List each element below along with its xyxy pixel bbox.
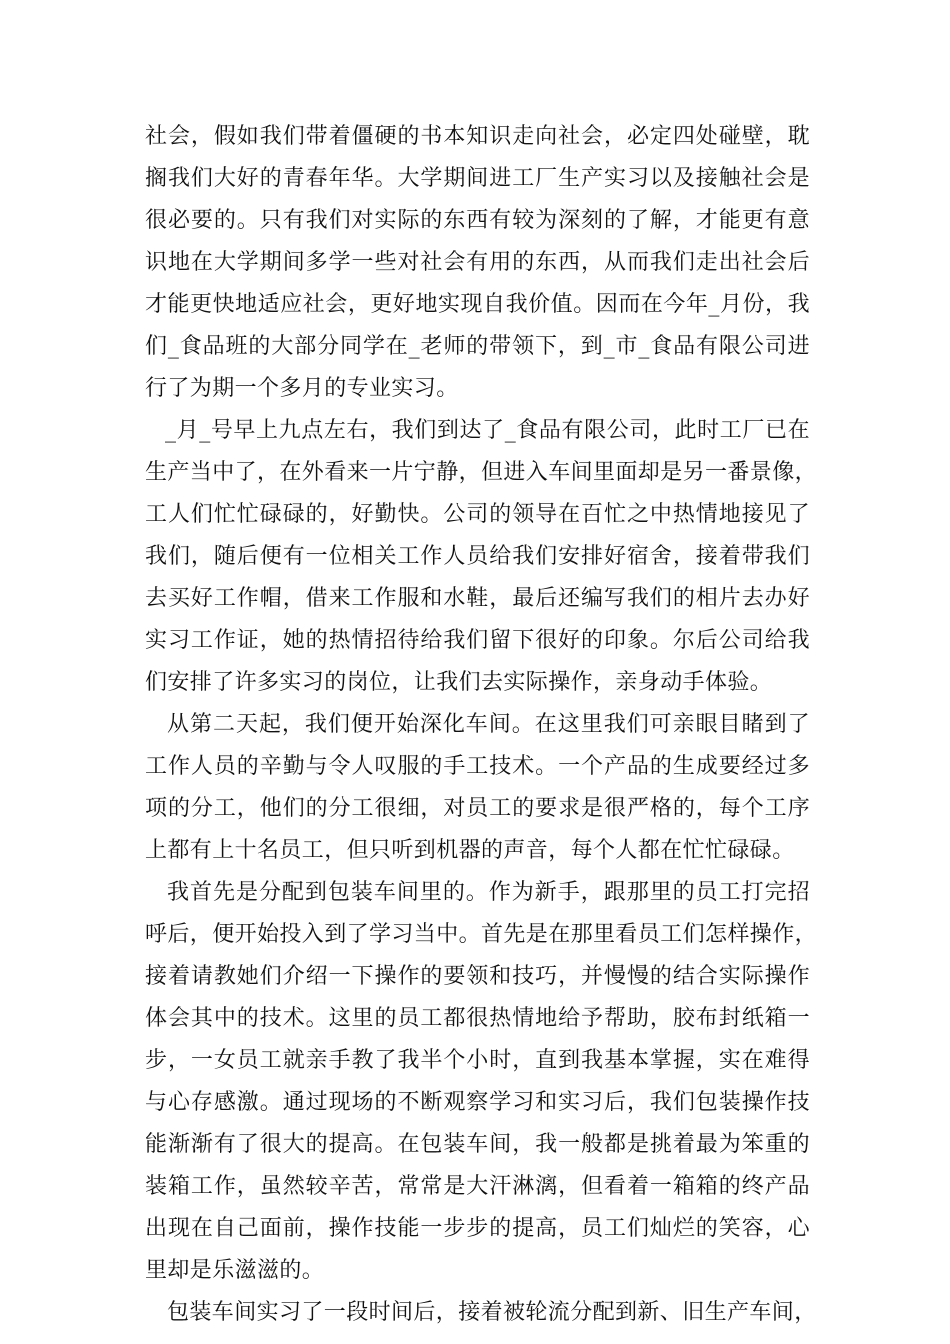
text-line: 包装车间实习了一段时间后，接着被轮流分配到新、旧生产车间， — [167, 1300, 817, 1325]
text-line: 项的分工，他们的分工很细，对员工的要求是很严格的，每个工序 — [145, 796, 810, 821]
text-line: 里却是乐滋滋的。 — [145, 1258, 325, 1283]
text-line: 呼后，便开始投入到了学习当中。首先是在那里看员工们怎样操作， — [145, 922, 818, 947]
text-line: 工作人员的辛勤与令人叹服的手工技术。一个产品的生成要经过多 — [145, 754, 810, 779]
text-line: 能渐渐有了很大的提高。在包装车间，我一般都是挑着最为笨重的 — [145, 1132, 810, 1157]
text-line: 我们，随后便有一位相关工作人员给我们安排好宿舍，接着带我们 — [145, 544, 810, 569]
text-line: 步，一女员工就亲手教了我半个小时，直到我基本掌握，实在难得 — [145, 1048, 810, 1073]
text-line: 上都有上十名员工，但只听到机器的声音，每个人都在忙忙碌碌。 — [145, 838, 795, 863]
text-line: 行了为期一个多月的专业实习。 — [145, 376, 459, 401]
text-line: 识地在大学期间多学一些对社会有用的东西，从而我们走出社会后 — [145, 250, 810, 275]
text-line: 接着请教她们介绍一下操作的要领和技巧，并慢慢的结合实际操作 — [145, 964, 810, 989]
text-line: 体会其中的技术。这里的员工都很热情地给予帮助，胶布封纸箱一 — [145, 1006, 810, 1031]
text-line: 社会，假如我们带着僵硬的书本知识走向社会，必定四处碰壁，耽 — [145, 124, 810, 149]
text-line: 装箱工作，虽然较辛苦，常常是大汗淋漓，但看着一箱箱的终产品 — [145, 1174, 810, 1199]
text-line: 们安排了许多实习的岗位，让我们去实际操作，亲身动手体验。 — [145, 670, 773, 695]
paragraph-3 — [145, 704, 810, 872]
text-line: 从第二天起，我们便开始深化车间。在这里我们可亲眼目睹到了 — [167, 712, 810, 737]
text-line: 很必要的。只有我们对实际的东西有较为深刻的了解，才能更有意 — [145, 208, 810, 233]
text-line: 才能更快地适应社会，更好地实现自我价值。因而在今年_月份，我 — [145, 292, 810, 317]
text-line: 出现在自己面前，操作技能一步步的提高，员工们灿烂的笑容，心 — [145, 1216, 810, 1241]
text-line: 实习工作证，她的热情招待给我们留下很好的印象。尔后公司给我 — [145, 628, 810, 653]
paragraph-1 — [145, 116, 810, 410]
text-line: 生产当中了，在外看来一片宁静，但进入车间里面却是另一番景像， — [145, 460, 818, 485]
paragraph-2 — [145, 410, 818, 704]
text-line: 工人们忙忙碌碌的，好勤快。公司的领导在百忙之中热情地接见了 — [145, 502, 810, 527]
text-line: 搁我们大好的青春年华。大学期间进工厂生产实习以及接触社会是 — [145, 166, 810, 191]
text-line: 与心存感激。通过现场的不断观察学习和实习后，我们包装操作技 — [145, 1090, 810, 1115]
text-line: 去买好工作帽，借来工作服和水鞋，最后还编写我们的相片去办好 — [145, 586, 810, 611]
text-line: _月_号早上九点左右，我们到达了_食品有限公司，此时工厂已在 — [165, 418, 810, 443]
paragraph-5 — [145, 1292, 817, 1334]
paragraph-4 — [145, 872, 818, 1292]
text-line: 们_食品班的大部分同学在_老师的带领下，到_市_食品有限公司进 — [145, 334, 810, 359]
text-line: 我首先是分配到包装车间里的。作为新手，跟那里的员工打完招 — [167, 880, 810, 905]
document-body — [145, 116, 818, 1334]
